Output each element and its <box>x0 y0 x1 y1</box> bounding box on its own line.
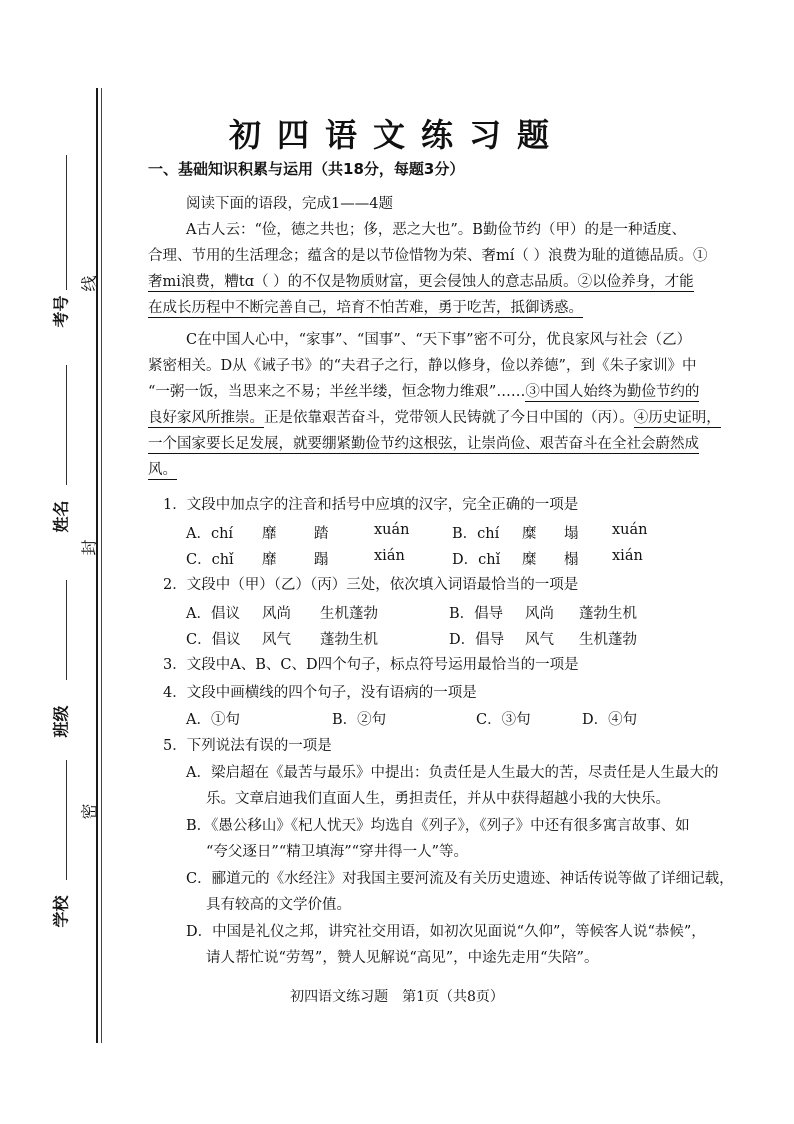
q2-c-word3: 蓬勃生机 <box>320 632 378 648</box>
question-1-stem: 1．文段中加点字的注音和括号中应填的汉字，完全正确的一项是 <box>163 497 579 513</box>
q2-b-word2: 风尚 <box>525 606 554 622</box>
question-4-stem: 4．文段中画横线的四个句子，没有语病的一项是 <box>163 685 477 701</box>
q1-b-pinyin2: xuán <box>612 522 648 538</box>
q5-option-a: A．梁启超在《最苦与最乐》中提出：负责任是人生最大的苦，尽责任是人生最大的 <box>186 765 719 781</box>
q5-option-c: C．郦道元的《水经注》对我国主要河流及有关历史遗迹、神话传说等做了详细记载， <box>186 871 734 887</box>
q1-b-char1: 糜 <box>522 526 537 542</box>
q2-d-word1: D．倡导 <box>449 632 505 648</box>
q1-c-char2: 蹋 <box>314 552 329 568</box>
binding-line <box>96 88 98 1043</box>
q1-a-pinyin: A．chí <box>186 526 234 542</box>
underlined-sentence: 奢mi浪费，糟tɑ（ ）的不仅是物质财富，更会侵蚀人的意志品质。②以俭养身，才能 <box>148 274 694 290</box>
q2-a-word3: 生机蓬勃 <box>320 606 378 622</box>
q5-option-d: D．中国是礼仪之邦，讲究社交用语，如初次见面说“久仰”，等候客人说“恭候”， <box>186 924 706 940</box>
q1-c-pinyin2: xián <box>374 548 405 564</box>
q2-d-word2: 风气 <box>525 632 554 648</box>
q2-c-word1: C．倡议 <box>186 632 241 648</box>
passage-line: 紧密相关。D从《诫子书》的“夫君子之行，静以修身，俭以养德”，到《朱子家训》中 <box>148 358 697 374</box>
underlined-sentence: ④历史证明， <box>633 410 721 426</box>
q4-option-a: A．①句 <box>186 712 240 728</box>
passage-line: C在中国人心中，“家事”、“国事”、“天下事”密不可分，优良家风与社会（乙） <box>186 332 692 348</box>
q2-c-word2: 风气 <box>262 632 291 648</box>
q1-a-char2: 踏 <box>314 526 329 542</box>
q1-d-pinyin2: xián <box>612 548 643 564</box>
q1-b-pinyin: B．chí <box>452 526 500 542</box>
passage-line <box>148 405 721 431</box>
q1-c-pinyin: C．chǐ <box>186 552 234 568</box>
binding-line-inner <box>101 88 102 1043</box>
passage-line: 合理、节用的生活理念；蕴含的是以节俭惜物为荣、奢mí（ ）浪费为耻的道德品质。① <box>148 248 708 264</box>
underlined-sentence: ③中国人始终为勤俭节约的 <box>525 384 700 400</box>
school-field-line <box>66 760 67 880</box>
class-field-line <box>66 580 67 680</box>
exam-number-label: 考号 <box>51 295 71 328</box>
passage-line <box>148 457 177 483</box>
q2-b-word1: B．倡导 <box>449 606 504 622</box>
underlined-sentence: 在成长历程中不断完善自己，培育不怕苦难，勇于吃苦，抵御诱惑。 <box>148 300 583 316</box>
q4-option-b: B．②句 <box>332 712 387 728</box>
q5-option-a-cont: 乐。文章启迪我们直面人生，勇担责任，并从中获得超越小我的大快乐。 <box>206 791 670 807</box>
section-heading: 一、基础知识积累与运用（共18分，每题3分） <box>148 160 465 178</box>
passage-line <box>148 379 699 405</box>
passage-text: 正是依靠艰苦奋斗，党带领人民铸就了今日中国的（丙）。 <box>264 410 634 426</box>
q4-option-d: D．④句 <box>582 712 638 728</box>
passage-line <box>148 295 583 321</box>
q2-a-word1: A．倡议 <box>186 606 240 622</box>
exam-number-field-line <box>66 155 67 290</box>
underlined-sentence: 一个国家要长足发展，就要绷紧勤俭节约这根弦，让崇尚俭、艰苦奋斗在全社会蔚然成 <box>148 436 699 452</box>
q1-c-char1: 靡 <box>262 552 277 568</box>
seal-char-line: 线 <box>79 275 99 292</box>
seal-char-seal: 封 <box>79 539 99 556</box>
passage-line <box>148 269 694 295</box>
name-field-line <box>66 365 67 485</box>
q1-a-char1: 靡 <box>262 526 277 542</box>
q5-option-c-cont: 具有较高的文学价值。 <box>206 897 351 913</box>
q5-option-b-cont: “夸父逐日”“精卫填海”“穿井得一人”等。 <box>206 844 468 860</box>
underlined-sentence: 良好家风所推崇。 <box>148 410 264 426</box>
passage-text: “一粥一饭，当思来之不易；半丝半缕，恒念物力维艰”…… <box>148 384 526 400</box>
q1-b-char2: 塌 <box>564 526 579 542</box>
page-footer: 初四语文练习题 第1页（共8页） <box>290 989 504 1005</box>
passage-line: A古人云：“俭，德之共也；侈，恶之大也”。B勤俭节约（甲）的是一种适度、 <box>186 222 686 238</box>
passage-line <box>148 431 699 457</box>
underlined-sentence: 风。 <box>148 462 177 478</box>
q2-b-word3: 蓬勃生机 <box>579 606 637 622</box>
q1-d-pinyin: D．chǐ <box>452 552 501 568</box>
seal-char-secret: 密 <box>79 803 99 820</box>
question-2-stem: 2．文段中（甲）（乙）（丙）三处，依次填入词语最恰当的一项是 <box>163 577 579 593</box>
question-3-stem: 3．文段中A、B、C、D四个句子，标点符号运用最恰当的一项是 <box>163 657 579 673</box>
instruction: 阅读下面的语段，完成1——4题 <box>186 196 393 212</box>
name-label: 姓名 <box>51 500 71 533</box>
class-label: 班级 <box>51 705 71 738</box>
q4-option-c: C．③句 <box>476 712 531 728</box>
q2-a-word2: 风尚 <box>262 606 291 622</box>
school-label: 学校 <box>51 895 71 928</box>
page-title: 初四语文练习题 <box>228 116 565 154</box>
q5-option-b: B．《愚公移山》《杞人忧天》均选自《列子》，《列子》中还有很多寓言故事、如 <box>186 818 690 834</box>
q1-d-char2: 榻 <box>564 552 579 568</box>
q1-a-pinyin2: xuán <box>374 522 410 538</box>
question-5-stem: 5．下列说法有误的一项是 <box>163 738 332 754</box>
q1-d-char1: 糜 <box>522 552 537 568</box>
q2-d-word3: 生机蓬勃 <box>579 632 637 648</box>
q5-option-d-cont: 请人帮忙说“劳驾”，赞人见解说“高见”，中途先走用“失陪”。 <box>206 950 599 966</box>
